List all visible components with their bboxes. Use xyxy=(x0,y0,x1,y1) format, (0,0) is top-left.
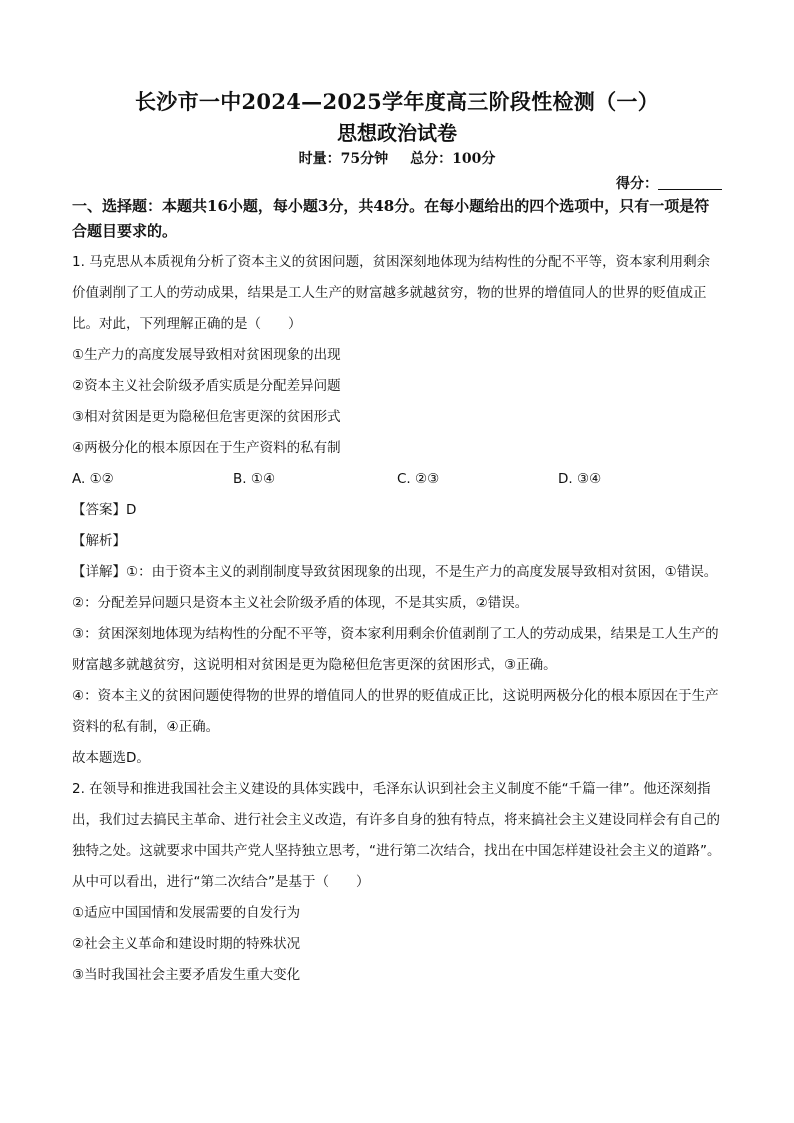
exam-content xyxy=(72,194,722,991)
option-a: A. ①② xyxy=(72,471,114,487)
question-2-statement-2: ②社会主义革命和建设时期的特殊状况 xyxy=(72,936,301,952)
option-c: C. ②③ xyxy=(397,471,440,487)
question-2-statement-3: ③当时我国社会主要矛盾发生重大变化 xyxy=(72,967,301,983)
question-1-conclusion: 故本题选D。 xyxy=(72,750,150,766)
question-1-statement-3: ③相对贫困是更为隐秘但危害更深的贫困形式 xyxy=(72,409,341,425)
time-limit: 时量：75分钟 xyxy=(298,151,389,167)
score-label: 得分： xyxy=(616,176,658,192)
question-1-stem: 1. 马克思从本质视角分析了资本主义的贫困问题，贫困深刻地体现为结构性的分配不平等，资本家利用剩余价值剥削了工人的劳动成果，结果是工人生产的财富越多就越贫穷，物的世界的增值同人的世界的贬值成正比。对此，下列理解正确的是（ ） xyxy=(72,254,711,332)
question-1-analysis-label: 【解析】 xyxy=(72,533,126,549)
score-field xyxy=(616,173,722,193)
question-1-statement-1: ①生产力的高度发展导致相对贫困现象的出现 xyxy=(72,347,341,363)
question-1-answer: 【答案】D xyxy=(72,502,137,518)
exam-title: 长沙市一中2024—2025学年度高三阶段性检测（一） xyxy=(135,89,659,114)
question-1-statement-2: ②资本主义社会阶级矛盾实质是分配差异问题 xyxy=(72,378,341,394)
score-blank xyxy=(658,175,722,190)
question-2-stem: 2. 在领导和推进我国社会主义建设的具体实践中，毛泽东认识到社会主义制度不能“千篇一律”。他还深刻指出，我们过去搞民主革命、进行社会主义改造，有许多自身的独有特点，将来搞社会主义建设同样会有自己的独特之处。这就要求中国共产党人坚持独立思考，“进行第二次结合，找出在中国怎样建设社会主义的道路”。从中可以看出，进行“第二次结合”是基于（ ） xyxy=(72,781,721,890)
question-1-statement-4: ④两极分化的根本原因在于生产资料的私有制 xyxy=(72,440,341,456)
total-score: 总分：100分 xyxy=(410,151,496,167)
option-b: B. ①④ xyxy=(233,471,276,487)
question-1-detail-2: ②：分配差异问题只是资本主义社会阶级矛盾的体现，不是其实质，②错误。 xyxy=(72,595,529,611)
question-1-detail-3: ③：贫困深刻地体现为结构性的分配不平等，资本家利用剩余价值剥削了工人的劳动成果，结果是工人生产的财富越多就越贫穷，这说明相对贫困是更为隐秘但危害更深的贫困形式，③正确。 xyxy=(72,626,719,673)
option-d: D. ③④ xyxy=(558,471,602,487)
question-2-statement-1: ①适应中国国情和发展需要的自发行为 xyxy=(72,905,301,921)
section-heading: 一、选择题：本题共16小题，每小题3分，共48分。在每小题给出的四个选项中，只有一项是符合题目要求的。 xyxy=(72,197,710,240)
question-1-options xyxy=(72,464,722,495)
exam-subtitle: 思想政治试卷 xyxy=(337,121,457,145)
question-1-detail-4: ④：资本主义的贫困问题使得物的世界的增值同人的世界的贬值成正比，这说明两极分化的根本原因在于生产资料的私有制，④正确。 xyxy=(72,688,719,735)
question-1-detail-1: 【详解】①：由于资本主义的剥削制度导致贫困现象的出现，不是生产力的高度发展导致相对贫困，①错误。 xyxy=(72,564,718,580)
exam-meta xyxy=(0,148,794,168)
